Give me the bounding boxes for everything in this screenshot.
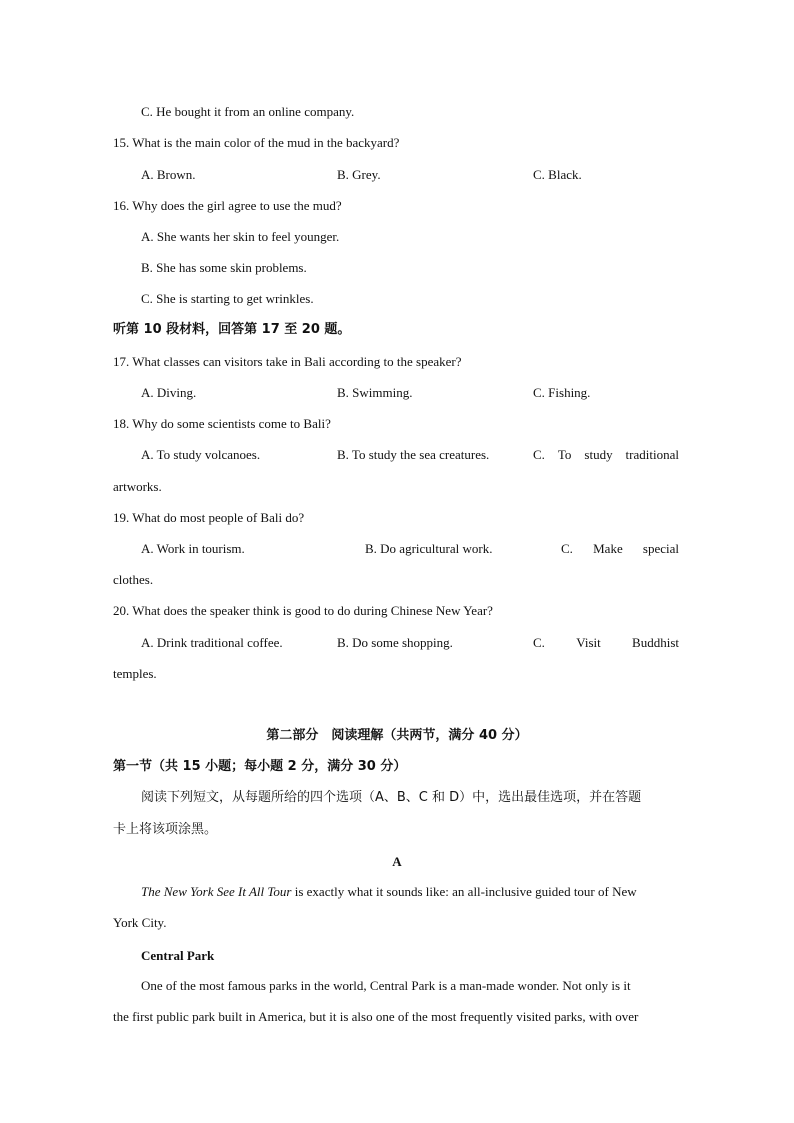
tour-name: The New York See It All Tour xyxy=(141,884,292,899)
q19-option-c-continued: clothes. xyxy=(113,572,154,587)
q15-option-c: C. Black. xyxy=(533,167,582,182)
intro-rest: is exactly what it sounds like: an all-inclusive guided tour of New xyxy=(291,884,637,899)
q19-option-c xyxy=(561,541,679,557)
q16-option-c: C. She is starting to get wrinkles. xyxy=(141,291,314,306)
q18-option-c-word: study xyxy=(584,447,613,462)
q19-question: 19. What do most people of Bali do? xyxy=(113,510,305,525)
q18-option-b: B. To study the sea creatures. xyxy=(337,447,490,462)
q18-option-a: A. To study volcanoes. xyxy=(141,447,261,462)
passage-subheading: Central Park xyxy=(141,948,215,963)
section-1-title: 第一节（共 15 小题；每小题 2 分，满分 30 分） xyxy=(113,759,407,774)
q19-option-c-word: special xyxy=(642,541,679,556)
instructions-line-1: 阅读下列短文，从每题所给的四个选项（A、B、C 和 D）中，选出最佳选项，并在答题 xyxy=(141,790,642,805)
q18-option-c-word: To xyxy=(557,447,572,462)
q16-option-b: B. She has some skin problems. xyxy=(141,260,307,275)
q14-option-c: C. He bought it from an online company. xyxy=(141,104,355,119)
passage-intro-line-2: York City. xyxy=(113,915,167,930)
passage-paragraph-line-1: One of the most famous parks in the world, Central Park is a man-made wonder. Not only is it xyxy=(141,978,631,993)
q18-option-c-word: traditional xyxy=(625,447,679,462)
q17-option-b: B. Swimming. xyxy=(337,385,413,400)
q17-option-c: C. Fishing. xyxy=(533,385,591,400)
q20-option-c-word: C. xyxy=(533,635,545,650)
q19-option-a: A. Work in tourism. xyxy=(141,541,245,556)
q15-question: 15. What is the main color of the mud in the backyard? xyxy=(113,135,400,150)
q19-option-c-word: C. xyxy=(561,541,573,556)
part-2-title: 第二部分 阅读理解（共两节，满分 40 分） xyxy=(266,728,528,743)
q20-option-c-word: Visit xyxy=(576,635,601,650)
q15-option-a: A. Brown. xyxy=(141,167,196,182)
q18-question: 18. Why do some scientists come to Bali? xyxy=(113,416,331,431)
passage-paragraph-line-2: the first public park built in America, but it is also one of the most frequently visited parks, with over xyxy=(113,1009,639,1024)
q16-option-a: A. She wants her skin to feel younger. xyxy=(141,229,340,244)
q18-option-c xyxy=(533,447,679,463)
q20-option-c-word: Buddhist xyxy=(632,635,679,650)
q17-question: 17. What classes can visitors take in Bali according to the speaker? xyxy=(113,354,462,369)
q17-option-a: A. Diving. xyxy=(141,385,197,400)
section-10-heading: 听第 10 段材料，回答第 17 至 20 题。 xyxy=(113,322,351,337)
q18-option-c-word: C. xyxy=(533,447,545,462)
q15-option-b: B. Grey. xyxy=(337,167,381,182)
passage-label: A xyxy=(392,854,402,869)
q20-question: 20. What does the speaker think is good to do during Chinese New Year? xyxy=(113,603,493,618)
q20-option-c-continued: temples. xyxy=(113,666,157,681)
instructions-line-2: 卡上将该项涂黑。 xyxy=(113,822,218,837)
q20-option-b: B. Do some shopping. xyxy=(337,635,453,650)
q19-option-c-word: Make xyxy=(593,541,623,556)
q19-option-b: B. Do agricultural work. xyxy=(365,541,493,556)
q20-option-c xyxy=(533,635,679,651)
q16-question: 16. Why does the girl agree to use the mud? xyxy=(113,198,342,213)
q18-option-c-continued: artworks. xyxy=(113,479,162,494)
q20-option-a: A. Drink traditional coffee. xyxy=(141,635,283,650)
passage-intro-line-1 xyxy=(141,884,637,900)
